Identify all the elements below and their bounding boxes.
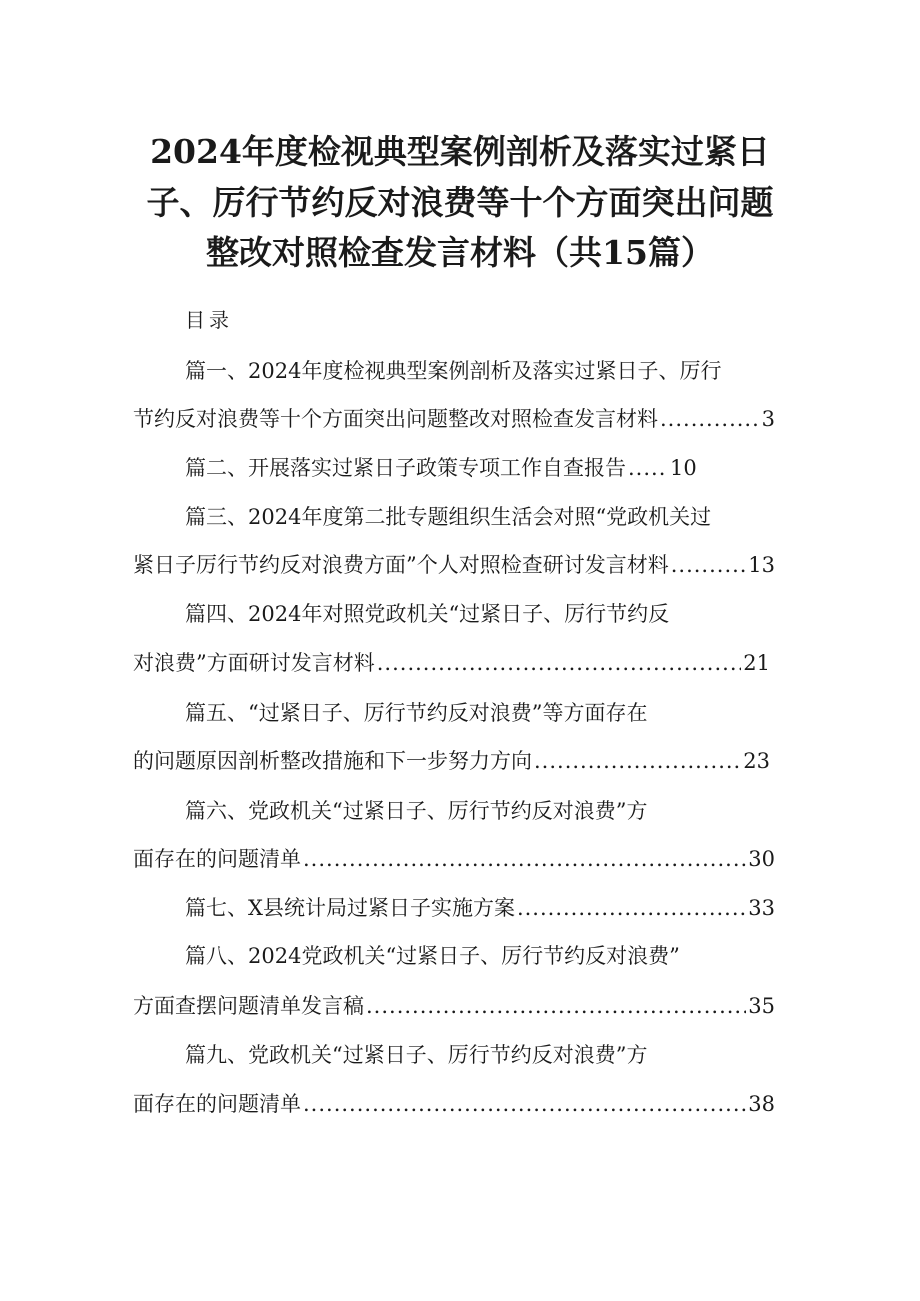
toc-entry-text: 方面查摆问题清单发言稿 xyxy=(133,994,364,1018)
toc-page-number: 33 xyxy=(748,896,775,920)
toc-entry-5-line-2[interactable] xyxy=(133,745,770,777)
toc-entry-2[interactable] xyxy=(185,452,697,484)
toc-page-number: 38 xyxy=(748,1092,775,1116)
toc-entry-9-line-2[interactable] xyxy=(133,1088,775,1120)
toc-entry-6-line-2[interactable] xyxy=(133,843,775,875)
toc-page-number: 3 xyxy=(761,407,775,431)
toc-entry-8-line-1[interactable]: 篇八、2024党政机关“过紧日子、厉行节约反对浪费” xyxy=(185,944,680,968)
dot-leader xyxy=(303,1088,746,1120)
toc-entry-1-line-2[interactable] xyxy=(133,403,775,435)
toc-entry-1-line-1[interactable]: 篇一、2024年度检视典型案例剖析及落实过紧日子、厉行 xyxy=(185,359,722,383)
toc-entry-9-line-1[interactable]: 篇九、党政机关“过紧日子、厉行节约反对浪费”方 xyxy=(185,1043,648,1067)
toc-page-number: 21 xyxy=(743,651,770,675)
toc-entry-text: 篇二、开展落实过紧日子政策专项工作自查报告 xyxy=(185,456,626,480)
document-title-line-3: 整改对照检查发言材料（共15篇） xyxy=(206,233,714,272)
dot-leader xyxy=(366,990,746,1022)
toc-entry-3-line-2[interactable] xyxy=(133,549,775,581)
toc-entry-text: 紧日子厉行节约反对浪费方面”个人对照检查研讨发言材料 xyxy=(133,553,669,577)
toc-page-number: 10 xyxy=(670,456,697,480)
toc-entry-text: 节约反对浪费等十个方面突出问题整改对照检查发言材料 xyxy=(133,407,658,431)
toc-entry-5-line-1[interactable]: 篇五、“过紧日子、厉行节约反对浪费”等方面存在 xyxy=(185,701,648,725)
toc-entry-text: 对浪费”方面研讨发言材料 xyxy=(133,651,375,675)
toc-entry-text: 的问题原因剖析整改措施和下一步努力方向 xyxy=(133,749,532,773)
toc-entry-text: 面存在的问题清单 xyxy=(133,1092,301,1116)
dot-leader xyxy=(628,452,668,484)
dot-leader xyxy=(377,647,742,679)
dot-leader xyxy=(517,892,746,924)
toc-page-number: 13 xyxy=(748,553,775,577)
dot-leader xyxy=(671,549,747,581)
toc-entry-6-line-1[interactable]: 篇六、党政机关“过紧日子、厉行节约反对浪费”方 xyxy=(185,799,648,823)
document-title-line-2: 子、厉行节约反对浪费等十个方面突出问题 xyxy=(146,183,774,222)
toc-page-number: 35 xyxy=(748,994,775,1018)
toc-entry-3-line-1[interactable]: 篇三、2024年度第二批专题组织生活会对照“党政机关过 xyxy=(185,505,712,529)
toc-page-number: 23 xyxy=(743,749,770,773)
toc-entry-8-line-2[interactable] xyxy=(133,990,775,1022)
toc-entry-text: 篇七、X县统计局过紧日子实施方案 xyxy=(185,896,515,920)
toc-entry-4-line-1[interactable]: 篇四、2024年对照党政机关“过紧日子、厉行节约反 xyxy=(185,602,670,626)
document-title-line-1: 2024年度检视典型案例剖析及落实过紧日 xyxy=(150,132,770,171)
toc-entry-4-line-2[interactable] xyxy=(133,647,770,679)
dot-leader xyxy=(303,843,746,875)
dot-leader xyxy=(534,745,741,777)
toc-entry-7[interactable] xyxy=(185,892,775,924)
toc-entry-text: 面存在的问题清单 xyxy=(133,847,301,871)
toc-page-number: 30 xyxy=(748,847,775,871)
toc-heading: 目录 xyxy=(185,308,233,332)
dot-leader xyxy=(660,403,760,435)
